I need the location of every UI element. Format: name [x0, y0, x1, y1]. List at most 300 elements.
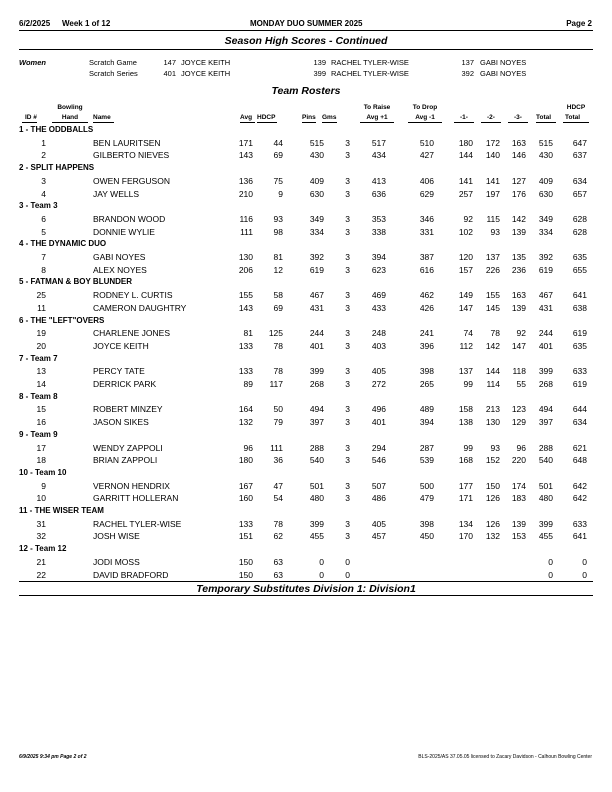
player-hdcp-total: 0: [582, 569, 587, 580]
player-total: 619: [538, 264, 553, 275]
player-avg: 167: [238, 480, 253, 491]
player-game-1: 144: [458, 150, 473, 161]
player-name: BEN LAURITSEN: [93, 137, 161, 148]
player-hdcp: 78: [273, 340, 283, 351]
player-name: CAMERON DAUGHTRY: [93, 302, 187, 313]
player-id: 17: [36, 442, 46, 453]
player-id: 11: [37, 302, 46, 313]
player-id: 3: [41, 175, 46, 186]
player-games: 3: [345, 442, 350, 453]
player-name: RODNEY L. CURTIS: [93, 290, 173, 301]
player-name: ALEX NOYES: [93, 264, 147, 275]
player-game-3: 147: [511, 340, 526, 351]
player-to-raise: 469: [371, 290, 386, 301]
player-hdcp: 78: [273, 518, 283, 529]
player-avg: 164: [238, 404, 253, 415]
player-to-drop: 265: [419, 379, 434, 389]
player-game-2: 172: [485, 137, 500, 148]
player-hdcp-total: 619: [572, 328, 587, 339]
player-pins: 515: [309, 137, 324, 148]
player-to-raise: 636: [371, 188, 386, 199]
player-game-1: 171: [458, 493, 473, 504]
player-game-2: 140: [485, 150, 500, 161]
player-game-1: 102: [458, 226, 473, 237]
player-pins: 501: [309, 480, 324, 491]
player-hdcp: 78: [273, 366, 283, 377]
player-total: 334: [538, 226, 553, 237]
player-name: BRIAN ZAPPOLI: [93, 455, 158, 466]
player-name: CHARLENE JONES: [93, 328, 170, 339]
player-game-3: 163: [511, 137, 526, 148]
player-game-1: 92: [463, 213, 473, 224]
player-pins: 268: [309, 379, 324, 389]
player-to-drop: 387: [419, 252, 434, 262]
col-header-hdcp-top: HDCP: [566, 104, 586, 111]
player-to-raise: 623: [371, 264, 386, 275]
col-header-game-2: -2-: [487, 114, 495, 121]
player-id: 21: [36, 556, 46, 567]
player-hdcp: 69: [273, 150, 283, 161]
player-total: 401: [538, 340, 553, 351]
player-name: VERNON HENDRIX: [93, 480, 170, 491]
player-game-1: 157: [458, 264, 473, 275]
season-high-name: RACHEL TYLER-WISE: [331, 58, 409, 67]
player-pins: 397: [309, 417, 324, 428]
player-total: 0: [548, 556, 553, 567]
player-hdcp-total: 621: [572, 442, 587, 453]
player-name: GABI NOYES: [93, 252, 146, 262]
player-game-1: 137: [458, 366, 473, 377]
player-to-raise: 413: [371, 175, 386, 186]
player-to-drop: 398: [419, 518, 434, 529]
player-game-1: 180: [458, 137, 473, 148]
player-total: 494: [538, 404, 553, 415]
player-to-drop: 406: [419, 175, 434, 186]
player-name: BRANDON WOOD: [93, 213, 166, 224]
player-games: 3: [345, 417, 350, 428]
player-to-drop: 331: [419, 226, 434, 237]
player-game-1: 170: [458, 531, 473, 542]
col-header-underline: [302, 122, 316, 123]
player-hdcp-total: 644: [572, 404, 587, 415]
player-hdcp-total: 657: [572, 188, 587, 199]
col-header-underline: [257, 122, 277, 123]
season-high-name: GABI NOYES: [480, 58, 527, 67]
col-header-underline: [454, 122, 474, 123]
player-games: 3: [345, 290, 350, 301]
col-header-underline: [52, 122, 88, 123]
season-high-rule: [19, 49, 593, 50]
col-header-underline: [536, 122, 556, 123]
player-game-1: 99: [463, 379, 473, 389]
player-pins: 349: [309, 213, 324, 224]
player-pins: 0: [319, 569, 324, 580]
player-total: 431: [538, 302, 553, 313]
player-pins: 244: [309, 328, 324, 339]
player-pins: 630: [309, 188, 324, 199]
player-to-raise: 405: [371, 518, 386, 529]
player-pins: 392: [309, 252, 324, 262]
player-game-3: 139: [511, 302, 526, 313]
player-pins: 399: [309, 366, 324, 377]
season-high-label: Scratch Game: [89, 58, 137, 67]
player-hdcp: 9: [278, 188, 283, 199]
player-total: 540: [538, 455, 553, 466]
player-total: 288: [538, 442, 553, 453]
player-hdcp: 69: [273, 302, 283, 313]
player-total: 0: [548, 569, 553, 580]
player-games: 3: [345, 531, 350, 542]
player-id: 14: [36, 379, 46, 389]
player-to-raise: 394: [371, 252, 386, 262]
player-id: 6: [41, 213, 46, 224]
player-hdcp: 62: [273, 531, 283, 542]
player-games: 3: [345, 404, 350, 415]
player-to-drop: 616: [419, 264, 434, 275]
player-to-drop: 426: [419, 302, 434, 313]
player-avg: 180: [238, 455, 253, 466]
player-to-raise: 294: [371, 442, 386, 453]
league-title: MONDAY DUO SUMMER 2025: [250, 19, 363, 28]
player-game-2: 130: [485, 417, 500, 428]
player-hdcp: 98: [273, 226, 283, 237]
player-total: 630: [538, 188, 553, 199]
col-header-avg-minus: Avg -1: [415, 114, 435, 121]
player-games: 3: [345, 226, 350, 237]
season-high-value: 392: [461, 69, 474, 78]
col-header-underline: [322, 122, 337, 123]
player-hdcp: 93: [273, 213, 283, 224]
player-hdcp: 58: [273, 290, 283, 301]
col-header-underline: [563, 122, 589, 123]
col-header-name: Name: [93, 114, 111, 121]
player-game-1: 168: [458, 455, 473, 466]
player-to-drop: 394: [419, 417, 434, 428]
col-header-hdcp-total: Total: [565, 114, 581, 121]
player-avg: 130: [238, 252, 253, 262]
player-name: RACHEL TYLER-WISE: [93, 518, 182, 529]
report-week: Week 1 of 12: [62, 19, 111, 28]
player-id: 32: [36, 531, 46, 542]
player-id: 7: [41, 252, 46, 262]
player-game-3: 139: [511, 518, 526, 529]
player-total: 480: [538, 493, 553, 504]
player-hdcp: 36: [273, 455, 283, 466]
player-total: 455: [538, 531, 553, 542]
player-pins: 467: [309, 290, 324, 301]
player-id: 25: [36, 290, 46, 301]
player-game-2: 126: [485, 518, 500, 529]
player-to-drop: 539: [419, 455, 434, 466]
player-games: 3: [345, 213, 350, 224]
player-id: 20: [36, 340, 46, 351]
player-hdcp: 81: [273, 252, 283, 262]
player-hdcp-total: 628: [572, 213, 587, 224]
season-high-value: 147: [163, 58, 176, 67]
col-header-underline: [22, 122, 37, 123]
player-hdcp: 12: [273, 264, 283, 275]
player-id: 1: [41, 137, 46, 148]
player-total: 399: [538, 518, 553, 529]
player-game-2: 155: [485, 290, 500, 301]
player-game-3: 129: [511, 417, 526, 428]
player-name: JOSH WISE: [93, 531, 140, 542]
player-hdcp: 50: [273, 404, 283, 415]
player-to-drop: 462: [419, 290, 434, 301]
player-game-3: 153: [511, 531, 526, 542]
player-game-3: 176: [511, 188, 526, 199]
player-total: 399: [538, 366, 553, 377]
player-to-raise: 353: [371, 213, 386, 224]
player-to-drop: 500: [419, 480, 434, 491]
team-name: 6 - THE "LEFT"OVERS: [19, 315, 105, 325]
player-games: 3: [345, 493, 350, 504]
player-to-drop: 396: [419, 340, 434, 351]
col-header-underline: [93, 122, 114, 123]
season-high-label: Scratch Series: [89, 69, 138, 78]
season-high-title: Season High Scores - Continued: [224, 35, 388, 47]
team-name: 10 - Team 10: [19, 467, 67, 477]
player-games: 3: [345, 480, 350, 491]
col-header-total: Total: [536, 114, 552, 121]
player-id: 13: [36, 366, 46, 377]
player-to-raise: 496: [371, 404, 386, 415]
player-game-3: 139: [511, 226, 526, 237]
season-high-value: 137: [461, 58, 474, 67]
player-hdcp-total: 642: [572, 480, 587, 491]
player-id: 19: [36, 328, 46, 339]
player-avg: 136: [238, 175, 253, 186]
player-hdcp: 47: [273, 480, 283, 491]
player-game-3: 146: [511, 150, 526, 161]
col-header-hdcp: HDCP: [257, 114, 276, 121]
player-games: 0: [345, 556, 350, 567]
player-avg: 171: [238, 137, 253, 148]
player-game-2: 137: [485, 252, 500, 262]
player-hdcp: 63: [273, 569, 283, 580]
player-name: JODI MOSS: [93, 556, 140, 567]
player-game-2: 93: [490, 226, 500, 237]
player-game-1: 257: [458, 188, 473, 199]
player-game-1: 177: [458, 480, 473, 491]
player-games: 3: [345, 366, 350, 377]
player-to-drop: 479: [419, 493, 434, 504]
col-header-underline: [481, 122, 501, 123]
player-avg: 143: [238, 150, 253, 161]
player-game-3: 135: [511, 252, 526, 262]
col-header-game-1: -1-: [460, 114, 468, 121]
player-game-3: 163: [511, 290, 526, 301]
player-avg: 133: [238, 366, 253, 377]
player-avg: 89: [243, 379, 253, 389]
player-hdcp-total: 635: [572, 340, 587, 351]
player-games: 3: [345, 252, 350, 262]
player-hdcp: 44: [273, 137, 283, 148]
player-game-3: 92: [516, 328, 526, 339]
player-games: 3: [345, 150, 350, 161]
player-games: 3: [345, 302, 350, 313]
player-game-2: 132: [485, 531, 500, 542]
player-games: 3: [345, 328, 350, 339]
player-game-1: 147: [458, 302, 473, 313]
player-id: 8: [41, 264, 46, 275]
player-name: PERCY TATE: [93, 366, 145, 377]
player-hdcp-total: 0: [582, 556, 587, 567]
col-header-pins: Pins: [302, 114, 316, 121]
player-pins: 494: [309, 404, 324, 415]
player-game-1: 158: [458, 404, 473, 415]
player-pins: 409: [309, 175, 324, 186]
player-game-3: 236: [511, 264, 526, 275]
player-id: 18: [36, 455, 46, 466]
player-name: GILBERTO NIEVES: [93, 150, 170, 161]
player-to-raise: 403: [371, 340, 386, 351]
player-pins: 334: [309, 226, 324, 237]
player-to-drop: 346: [419, 213, 434, 224]
player-to-raise: 401: [371, 417, 386, 428]
player-avg: 96: [243, 442, 253, 453]
player-to-drop: 450: [419, 531, 434, 542]
col-header-underline: [408, 122, 442, 123]
player-id: 22: [36, 569, 46, 580]
player-name: GARRITT HOLLERAN: [93, 493, 179, 504]
player-pins: 480: [309, 493, 324, 504]
player-game-1: 149: [458, 290, 473, 301]
col-header-gms: Gms: [322, 114, 337, 121]
season-high-name: JOYCE KEITH: [181, 69, 231, 78]
player-to-raise: 248: [371, 328, 386, 339]
season-high-category: Women: [19, 58, 46, 67]
season-high-value: 399: [313, 69, 326, 78]
rosters-title: Team Rosters: [271, 85, 341, 97]
player-avg: 133: [238, 518, 253, 529]
player-game-3: 220: [511, 455, 526, 466]
footer-license: BLS-2025/AS 37.05.05 licensed to Zacary Davidson - Calhoun Bowling Center: [418, 754, 592, 760]
player-hdcp-total: 655: [572, 264, 587, 275]
player-name: WENDY ZAPPOLI: [93, 442, 163, 453]
team-name: 11 - THE WISER TEAM: [19, 506, 104, 515]
player-name: DONNIE WYLIE: [93, 226, 155, 237]
player-to-raise: 272: [371, 379, 386, 389]
player-game-2: 141: [485, 175, 500, 186]
player-hdcp-total: 634: [572, 175, 587, 186]
substitutes-title: Temporary Substitutes Division 1: Division1: [196, 583, 416, 596]
player-game-2: 145: [485, 302, 500, 313]
player-id: 9: [41, 480, 46, 491]
player-avg: 143: [238, 302, 253, 313]
player-total: 349: [538, 213, 553, 224]
player-to-drop: 629: [419, 188, 434, 199]
player-id: 10: [36, 493, 46, 504]
player-games: 3: [345, 455, 350, 466]
player-id: 31: [36, 518, 46, 529]
player-to-raise: 457: [371, 531, 386, 542]
player-hdcp: 79: [273, 417, 283, 428]
season-high-name: JOYCE KEITH: [181, 58, 231, 67]
player-pins: 619: [309, 264, 324, 275]
player-hdcp: 54: [273, 493, 283, 504]
player-total: 392: [538, 252, 553, 262]
player-id: 4: [41, 188, 46, 199]
player-game-2: 78: [490, 328, 500, 339]
player-games: 3: [345, 188, 350, 199]
player-game-2: 197: [485, 188, 500, 199]
player-game-3: 118: [512, 366, 526, 377]
player-total: 515: [538, 137, 553, 148]
player-to-raise: 434: [371, 150, 386, 161]
player-hdcp-total: 641: [572, 531, 587, 542]
player-to-drop: 241: [419, 328, 434, 339]
team-name: 9 - Team 9: [19, 429, 58, 439]
player-games: 3: [345, 518, 350, 529]
player-games: 3: [345, 340, 350, 351]
player-game-2: 226: [485, 264, 500, 275]
player-hdcp-total: 638: [572, 302, 587, 313]
player-hdcp: 63: [273, 556, 283, 567]
footer-timestamp: 6/9/2025 9:34 pm Page 2 of 2: [19, 754, 87, 760]
player-hdcp-total: 648: [572, 455, 587, 466]
player-pins: 430: [309, 150, 324, 161]
team-name: 5 - FATMAN & BOY BLUNDER: [19, 277, 133, 287]
player-pins: 288: [309, 442, 324, 453]
player-hdcp-total: 642: [572, 493, 587, 504]
team-name: 3 - Team 3: [19, 201, 58, 211]
player-to-raise: 486: [371, 493, 386, 504]
player-avg: 151: [238, 531, 253, 542]
player-game-1: 138: [458, 417, 473, 428]
player-game-3: 96: [516, 442, 526, 453]
player-game-2: 115: [486, 213, 500, 224]
player-avg: 133: [238, 340, 253, 351]
player-id: 16: [36, 417, 46, 428]
player-avg: 111: [240, 226, 253, 237]
season-high-value: 139: [313, 58, 326, 67]
player-name: OWEN FERGUSON: [93, 175, 170, 186]
player-hdcp-total: 619: [572, 379, 587, 389]
player-total: 409: [538, 175, 553, 186]
player-avg: 150: [238, 556, 253, 567]
player-to-raise: 433: [371, 302, 386, 313]
season-high-name: RACHEL TYLER-WISE: [331, 69, 409, 78]
col-header-underline: [240, 122, 255, 123]
player-game-2: 144: [485, 366, 500, 377]
report-date: 6/2/2025: [19, 19, 51, 28]
player-game-2: 150: [485, 480, 500, 491]
player-hdcp-total: 628: [572, 226, 587, 237]
page-number: Page 2: [566, 19, 592, 28]
player-game-3: 183: [511, 493, 526, 504]
player-game-2: 114: [486, 379, 500, 389]
col-header-avg-plus: Avg +1: [366, 114, 388, 121]
player-game-1: 74: [463, 328, 473, 339]
player-hdcp: 117: [269, 379, 283, 389]
player-avg: 210: [238, 188, 253, 199]
player-game-2: 126: [485, 493, 500, 504]
player-games: 0: [345, 569, 350, 580]
col-header-id: ID #: [25, 114, 37, 121]
player-avg: 206: [238, 264, 253, 275]
player-total: 244: [538, 328, 553, 339]
player-games: 3: [345, 137, 350, 148]
player-hdcp-total: 637: [572, 150, 587, 161]
player-avg: 155: [238, 290, 253, 301]
player-game-3: 174: [511, 480, 526, 491]
player-avg: 150: [238, 569, 253, 580]
player-avg: 81: [243, 328, 253, 339]
player-pins: 540: [309, 455, 324, 466]
player-game-3: 123: [511, 404, 526, 415]
col-header-bowling: Bowling: [57, 104, 83, 111]
